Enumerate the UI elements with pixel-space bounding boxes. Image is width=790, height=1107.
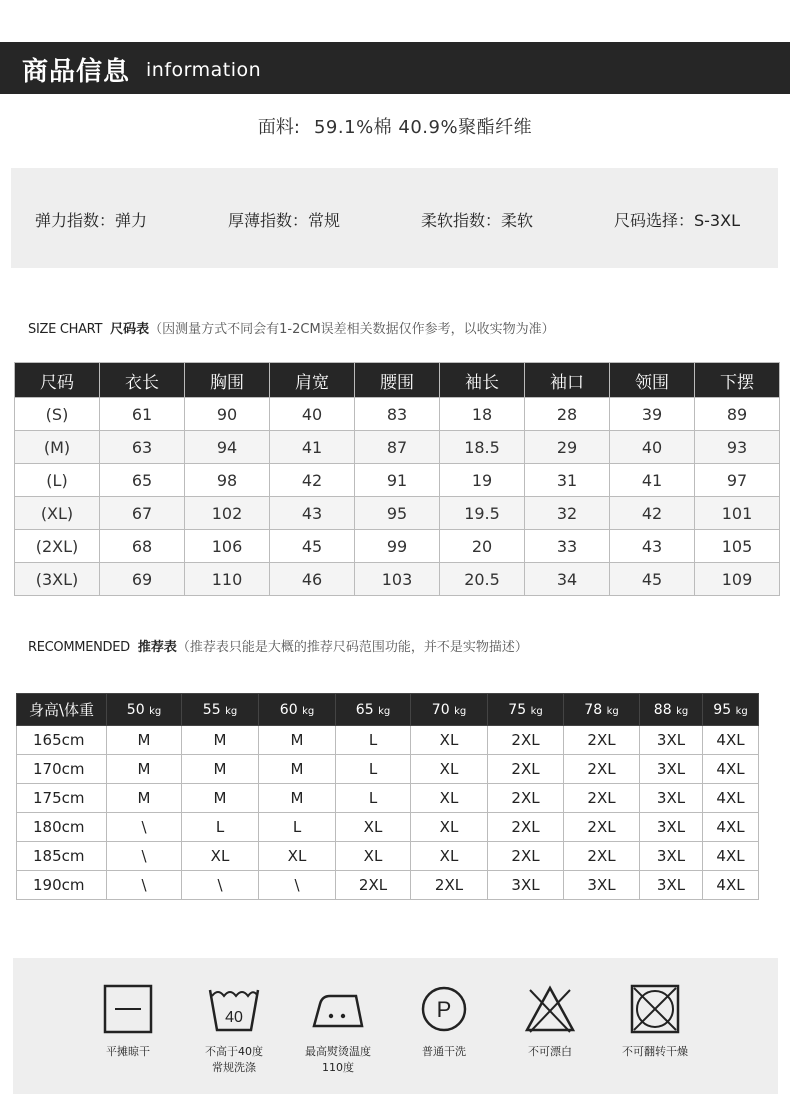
size-value-cell: 61 — [100, 398, 185, 431]
rec-height-cell: 175cm — [17, 784, 107, 813]
size-value-cell: 19.5 — [440, 497, 525, 530]
size-value-cell: 33 — [525, 530, 610, 563]
rec-size-cell: 3XL — [488, 871, 564, 900]
size-value-cell: 28 — [525, 398, 610, 431]
wash-temp-label: 40 — [225, 1009, 243, 1026]
size-value-cell: 94 — [185, 431, 270, 464]
size-value-cell: 101 — [695, 497, 780, 530]
size-value-cell: 99 — [355, 530, 440, 563]
size-col-header: 袖口 — [525, 363, 610, 398]
rec-size-cell: \ — [107, 813, 182, 842]
rec-size-cell: 3XL — [640, 755, 703, 784]
size-col-header: 腰围 — [355, 363, 440, 398]
rec-size-cell: 2XL — [564, 813, 640, 842]
recommended-table — [16, 693, 759, 900]
size-value-cell: 46 — [270, 563, 355, 596]
no-tumble-dry-icon — [630, 984, 680, 1034]
table-row — [15, 563, 780, 596]
rec-weight-value: 70 — [431, 701, 450, 718]
rec-size-cell: 4XL — [703, 784, 759, 813]
fabric-value: 59.1%棉 40.9%聚酯纤维 — [313, 117, 533, 138]
size-value-cell: 29 — [525, 431, 610, 464]
rec-size-cell: XL — [336, 813, 411, 842]
size-col-header: 肩宽 — [270, 363, 355, 398]
fabric-label: 面料: — [257, 117, 300, 138]
care-item-no-tumble — [600, 984, 710, 1060]
rec-size-cell: M — [107, 726, 182, 755]
size-value-cell: 31 — [525, 464, 610, 497]
size-value-cell: 42 — [610, 497, 695, 530]
size-chart-title-cn: 尺码表 — [110, 322, 150, 337]
size-col-header: 尺码 — [15, 363, 100, 398]
rec-weight-header — [488, 694, 564, 726]
size-value-cell: 109 — [695, 563, 780, 596]
header-title-cn: 商品信息 — [22, 57, 131, 87]
recommended-title-en: RECOMMENDED — [28, 640, 130, 655]
size-value-cell: 103 — [355, 563, 440, 596]
size-col-header: 下摆 — [695, 363, 780, 398]
size-value-cell: 102 — [185, 497, 270, 530]
rec-size-cell: 4XL — [703, 755, 759, 784]
rec-size-cell: M — [182, 726, 259, 755]
rec-size-cell: 3XL — [640, 726, 703, 755]
size-value-cell: 106 — [185, 530, 270, 563]
size-value-cell: 93 — [695, 431, 780, 464]
rec-size-cell: \ — [107, 842, 182, 871]
care-item-iron — [283, 984, 393, 1076]
size-col-header: 领围 — [610, 363, 695, 398]
size-col-header: 衣长 — [100, 363, 185, 398]
rec-weight-header — [564, 694, 640, 726]
rec-weight-unit: kg — [530, 705, 543, 717]
care-item-dry-clean — [389, 984, 499, 1060]
rec-size-cell: 2XL — [488, 784, 564, 813]
size-value-cell: 87 — [355, 431, 440, 464]
wash-40-icon — [208, 984, 260, 1034]
rec-size-cell: 2XL — [336, 871, 411, 900]
rec-corner-header: 身高\体重 — [17, 694, 107, 726]
dry-clean-p-icon — [419, 984, 469, 1034]
size-value-cell: 20 — [440, 530, 525, 563]
size-value-cell: 110 — [185, 563, 270, 596]
rec-size-cell: 4XL — [703, 842, 759, 871]
size-label-cell: (XL) — [15, 497, 100, 530]
size-label-cell: (3XL) — [15, 563, 100, 596]
rec-size-cell: 2XL — [564, 784, 640, 813]
size-value-cell: 69 — [100, 563, 185, 596]
rec-size-cell: M — [107, 784, 182, 813]
rec-size-cell: M — [259, 755, 336, 784]
table-row — [17, 871, 759, 900]
size-range-index: 尺码选择：S-3XL — [614, 211, 740, 230]
fabric-line — [0, 113, 790, 139]
table-row — [15, 464, 780, 497]
size-chart-title-en: SIZE CHART — [28, 322, 103, 337]
size-value-cell: 39 — [610, 398, 695, 431]
recommended-title — [28, 636, 528, 655]
rec-size-cell: M — [182, 755, 259, 784]
rec-weight-unit: kg — [454, 705, 467, 717]
size-value-cell: 95 — [355, 497, 440, 530]
rec-size-cell: XL — [336, 842, 411, 871]
table-row — [17, 784, 759, 813]
rec-size-cell: XL — [411, 813, 488, 842]
size-value-cell: 40 — [270, 398, 355, 431]
size-value-cell: 98 — [185, 464, 270, 497]
rec-weight-header — [411, 694, 488, 726]
rec-height-cell: 180cm — [17, 813, 107, 842]
rec-weight-unit: kg — [302, 705, 315, 717]
rec-weight-unit: kg — [378, 705, 391, 717]
info-header — [0, 42, 790, 94]
size-label-cell: (L) — [15, 464, 100, 497]
size-value-cell: 105 — [695, 530, 780, 563]
elasticity-index: 弹力指数：弹力 — [35, 211, 148, 230]
rec-size-cell: L — [182, 813, 259, 842]
size-chart-table — [14, 362, 780, 596]
size-value-cell: 18 — [440, 398, 525, 431]
size-value-cell: 41 — [270, 431, 355, 464]
size-value-cell: 90 — [185, 398, 270, 431]
size-label-cell: (S) — [15, 398, 100, 431]
table-row — [15, 530, 780, 563]
table-row — [15, 398, 780, 431]
rec-size-cell: 2XL — [488, 726, 564, 755]
size-value-cell: 20.5 — [440, 563, 525, 596]
rec-weight-header — [640, 694, 703, 726]
rec-size-cell: 4XL — [703, 726, 759, 755]
care-instructions — [13, 958, 778, 1094]
header-title-en: information — [146, 59, 262, 81]
rec-weight-unit: kg — [606, 705, 619, 717]
rec-size-cell: M — [259, 726, 336, 755]
rec-size-cell: L — [259, 813, 336, 842]
rec-weight-value: 60 — [279, 701, 298, 718]
iron-icon — [310, 984, 366, 1034]
rec-height-cell: 185cm — [17, 842, 107, 871]
size-chart-title — [28, 318, 555, 337]
rec-size-cell: 2XL — [488, 813, 564, 842]
rec-size-cell: M — [107, 755, 182, 784]
rec-weight-value: 95 — [713, 701, 732, 718]
size-value-cell: 97 — [695, 464, 780, 497]
rec-weight-value: 55 — [202, 701, 221, 718]
rec-weight-header — [107, 694, 182, 726]
rec-size-cell: 2XL — [564, 842, 640, 871]
rec-size-cell: L — [336, 755, 411, 784]
care-caption-iron: 最高熨烫温度 110度 — [305, 1045, 371, 1074]
size-col-header: 胸围 — [185, 363, 270, 398]
size-col-header: 袖长 — [440, 363, 525, 398]
rec-size-cell: XL — [411, 755, 488, 784]
rec-size-cell: 4XL — [703, 871, 759, 900]
rec-size-cell: L — [336, 784, 411, 813]
rec-size-cell: M — [259, 784, 336, 813]
size-value-cell: 89 — [695, 398, 780, 431]
size-value-cell: 32 — [525, 497, 610, 530]
rec-size-cell: 3XL — [564, 871, 640, 900]
rec-weight-unit: kg — [735, 705, 748, 717]
size-value-cell: 45 — [270, 530, 355, 563]
rec-weight-unit: kg — [149, 705, 162, 717]
recommended-note: （推荐表只能是大概的推荐尺码范围功能，并不是实物描述） — [176, 640, 528, 655]
rec-height-cell: 170cm — [17, 755, 107, 784]
size-value-cell: 43 — [270, 497, 355, 530]
rec-size-cell: 2XL — [488, 755, 564, 784]
rec-size-cell: 3XL — [640, 784, 703, 813]
size-chart-note: （因测量方式不同会有1-2CM误差相关数据仅作参考，以收实物为准） — [149, 322, 555, 337]
rec-weight-value: 78 — [584, 701, 603, 718]
rec-size-cell: \ — [107, 871, 182, 900]
size-value-cell: 63 — [100, 431, 185, 464]
size-value-cell: 43 — [610, 530, 695, 563]
rec-height-cell: 165cm — [17, 726, 107, 755]
care-caption-no-bleach: 不可漂白 — [528, 1045, 572, 1058]
care-caption-wash: 不高于40度 常规洗涤 — [205, 1045, 263, 1074]
size-label-cell: (M) — [15, 431, 100, 464]
rec-size-cell: 3XL — [640, 813, 703, 842]
rec-weight-value: 88 — [653, 701, 672, 718]
rec-size-cell: \ — [182, 871, 259, 900]
table-row — [17, 755, 759, 784]
rec-size-cell: 2XL — [564, 726, 640, 755]
rec-size-cell: XL — [411, 842, 488, 871]
size-value-cell: 34 — [525, 563, 610, 596]
size-value-cell: 45 — [610, 563, 695, 596]
rec-size-cell: XL — [182, 842, 259, 871]
care-caption-no-tumble: 不可翻转干燥 — [622, 1045, 688, 1058]
rec-size-cell: 2XL — [488, 842, 564, 871]
rec-size-cell: M — [182, 784, 259, 813]
table-row — [17, 842, 759, 871]
size-value-cell: 91 — [355, 464, 440, 497]
table-row — [15, 497, 780, 530]
size-value-cell: 67 — [100, 497, 185, 530]
rec-size-cell: L — [336, 726, 411, 755]
size-label-cell: (2XL) — [15, 530, 100, 563]
size-value-cell: 83 — [355, 398, 440, 431]
size-value-cell: 40 — [610, 431, 695, 464]
rec-weight-value: 75 — [508, 701, 527, 718]
rec-size-cell: 2XL — [411, 871, 488, 900]
table-row — [17, 813, 759, 842]
size-value-cell: 41 — [610, 464, 695, 497]
table-row — [15, 431, 780, 464]
recommended-title-cn: 推荐表 — [137, 640, 177, 655]
care-item-flat-dry — [73, 984, 183, 1060]
rec-size-cell: \ — [259, 871, 336, 900]
flat-dry-icon — [103, 984, 153, 1034]
rec-size-cell: XL — [411, 726, 488, 755]
dry-clean-letter: P — [436, 997, 452, 1022]
table-row — [17, 726, 759, 755]
rec-weight-header — [336, 694, 411, 726]
rec-size-cell: XL — [259, 842, 336, 871]
size-value-cell: 68 — [100, 530, 185, 563]
rec-weight-value: 50 — [126, 701, 145, 718]
index-band — [11, 168, 778, 268]
rec-weight-unit: kg — [225, 705, 238, 717]
care-caption-flat-dry: 平摊晾干 — [106, 1045, 150, 1058]
rec-weight-unit: kg — [676, 705, 689, 717]
rec-size-cell: 3XL — [640, 842, 703, 871]
rec-size-cell: 4XL — [703, 813, 759, 842]
softness-index: 柔软指数：柔软 — [421, 211, 534, 230]
rec-size-cell: XL — [411, 784, 488, 813]
size-value-cell: 18.5 — [440, 431, 525, 464]
rec-weight-header — [703, 694, 759, 726]
care-item-wash — [179, 984, 289, 1076]
rec-size-cell: 3XL — [640, 871, 703, 900]
thickness-index: 厚薄指数：常规 — [228, 211, 341, 230]
rec-weight-header — [182, 694, 259, 726]
size-value-cell: 65 — [100, 464, 185, 497]
rec-height-cell: 190cm — [17, 871, 107, 900]
size-value-cell: 19 — [440, 464, 525, 497]
no-bleach-icon — [524, 984, 576, 1034]
rec-size-cell: 2XL — [564, 755, 640, 784]
rec-weight-header — [259, 694, 336, 726]
care-item-no-bleach — [495, 984, 605, 1060]
care-caption-dry-clean: 普通干洗 — [422, 1045, 466, 1058]
rec-weight-value: 65 — [355, 701, 374, 718]
size-value-cell: 42 — [270, 464, 355, 497]
